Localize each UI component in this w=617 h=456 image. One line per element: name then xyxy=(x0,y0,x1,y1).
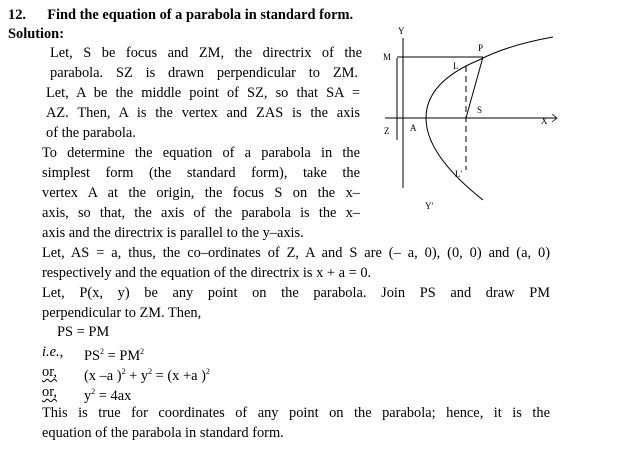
text-line: AZ. Then, A is the vertex and ZAS is the axis xyxy=(46,105,360,121)
step-prefix: or, xyxy=(42,364,58,380)
text-line: parabola. SZ is drawn perpendicular to ZM. xyxy=(50,65,358,81)
step-equation: $PS^2 = PM^2$ xyxy=(84,347,145,364)
text-line: vertex A at the origin, the focus S on the x– xyxy=(42,185,360,201)
problem-number: 12. xyxy=(8,7,26,23)
text-line: respectively and the equation of the directrix is x + a = 0. xyxy=(42,265,372,281)
text-line: axis and the directrix is parallel to the y–axis. xyxy=(42,225,304,241)
text-line: Let, P(x, y) be any point on the parabola. Join PS and draw PM xyxy=(42,285,550,301)
label-M: M xyxy=(383,52,392,62)
label-L: L xyxy=(453,61,459,71)
label-P: P xyxy=(478,43,484,53)
conclusion-line: equation of the parabola in standard form. xyxy=(42,425,284,441)
text-line: of the parabola. xyxy=(46,125,136,141)
problem-title: Find the equation of a parabola in standard form. xyxy=(47,7,354,23)
text-line: axis, so that, the axis of the parabola is the x– xyxy=(42,205,360,221)
text-line: Let, AS = a, thus, the co–ordinates of Z, A and S are (– a, 0), (0, 0) and (a, 0) xyxy=(42,245,550,261)
label-Z: Z xyxy=(384,126,390,136)
label-Y: Y xyxy=(398,26,405,36)
label-S: S xyxy=(477,105,483,115)
label-X: X xyxy=(541,116,548,126)
text-line: simplest form (the standard form), take the xyxy=(42,165,360,181)
step-prefix: i.e., xyxy=(42,344,64,360)
text-line: To determine the equation of a parabola in the xyxy=(42,145,360,161)
text-line: perpendicular to ZM. Then, xyxy=(42,305,202,321)
conclusion-line: This is true for coordinates of any point on the parabola; hence, it is the xyxy=(42,405,550,421)
step-equation: PS = PM xyxy=(57,324,110,340)
text-line: Let, S be focus and ZM, the directrix of the xyxy=(50,45,362,61)
label-A: A xyxy=(410,123,417,133)
label-Y-prime: Y' xyxy=(425,201,434,211)
step-equation: $y^2 = 4ax$ xyxy=(84,387,132,404)
step-equation: (x –a )$^2 + y^2 = (x +a$ )$^2$ xyxy=(84,367,210,384)
label-L-prime: L' xyxy=(455,169,463,179)
text-line: Let, A be the middle point of SZ, so that SA = xyxy=(46,85,360,101)
solution-label: Solution: xyxy=(8,26,64,42)
step-prefix: or, xyxy=(42,384,58,400)
